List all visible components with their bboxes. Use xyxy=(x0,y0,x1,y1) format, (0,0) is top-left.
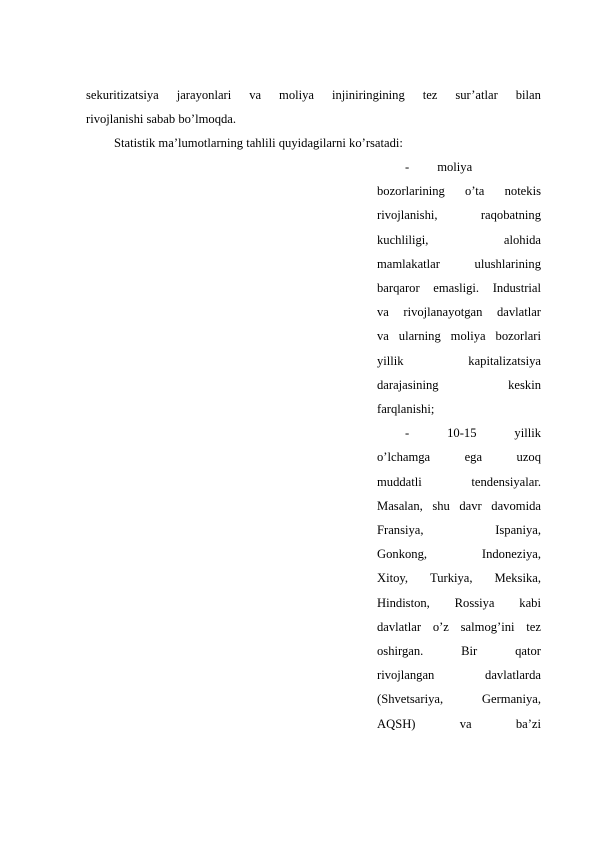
column-line xyxy=(377,716,541,732)
word: Ispaniya, xyxy=(495,523,541,537)
intro-line-2: rivojlanishi sabab bo’lmoqda. xyxy=(86,112,237,126)
word: Gonkong, xyxy=(377,547,428,562)
word: va xyxy=(377,329,389,344)
word: sur’atlar xyxy=(455,88,498,102)
column-line xyxy=(405,159,472,175)
word: Bir xyxy=(461,644,478,658)
word: 10-15 xyxy=(447,426,477,441)
word: oshirgan. xyxy=(377,644,424,658)
word: Industrial xyxy=(492,281,541,295)
word: o’lchamga xyxy=(377,450,431,465)
word: ba’zi xyxy=(515,716,541,731)
word: kabi xyxy=(519,595,541,610)
word: Xitoy, xyxy=(377,571,409,586)
word: keskin xyxy=(508,377,541,392)
word: tez xyxy=(526,619,541,634)
word: va xyxy=(377,305,389,320)
word: va xyxy=(459,716,472,731)
word: Meksika, xyxy=(494,571,541,586)
word: moliya xyxy=(437,160,473,174)
column-line xyxy=(377,474,541,490)
column-line xyxy=(377,328,541,344)
word: davlatlarda xyxy=(485,668,541,683)
word: notekis xyxy=(504,184,541,199)
word: bozorlari xyxy=(495,329,541,344)
word: ularning xyxy=(398,329,441,344)
column-line xyxy=(377,280,541,296)
column-line xyxy=(377,401,541,417)
column-line xyxy=(377,498,541,514)
word: Fransiya, xyxy=(377,523,424,537)
column-line xyxy=(377,595,541,611)
word: barqaror xyxy=(377,281,420,295)
word: muddatli xyxy=(377,474,422,489)
column-line xyxy=(377,256,541,272)
word: yillik xyxy=(377,353,404,368)
word: davomida xyxy=(491,498,541,513)
intro-line-1 xyxy=(86,87,541,103)
column-line xyxy=(405,425,541,441)
column-line xyxy=(377,232,541,248)
word: raqobatning xyxy=(480,208,541,223)
word: bozorlarining xyxy=(377,184,445,199)
word: moliya xyxy=(279,88,315,102)
column-line xyxy=(377,207,541,223)
word: Indoneziya, xyxy=(481,547,541,562)
column-line xyxy=(377,377,541,393)
column-line xyxy=(377,522,541,538)
word: Germaniya, xyxy=(481,692,541,707)
word: rivojlanishi, xyxy=(377,208,438,223)
word: - xyxy=(405,426,410,441)
word: mamlakatlar xyxy=(377,256,440,271)
word: Rossiya xyxy=(454,595,495,610)
word: salmog’ini xyxy=(460,619,515,634)
word: darajasining xyxy=(377,377,439,392)
word: jarayonlari xyxy=(176,88,232,102)
intro-line-3: Statistik ma’lumotlarning tahlili quyidagilarni ko’rsatadi: xyxy=(114,136,403,150)
word: yillik xyxy=(514,426,541,441)
word: (Shvetsariya, xyxy=(377,692,444,707)
word: moliya xyxy=(450,329,486,344)
word: uzoq xyxy=(516,450,541,465)
word: tez xyxy=(422,88,438,102)
word: kapitalizatsiya xyxy=(468,353,541,368)
word: o’z xyxy=(432,619,449,634)
word: Turkiya, xyxy=(429,571,473,586)
column-line xyxy=(377,643,541,659)
word: rivojlanayotgan xyxy=(403,305,483,320)
word: davlatlar xyxy=(377,619,422,634)
column-line xyxy=(377,304,541,320)
column-line xyxy=(377,691,541,707)
column-line xyxy=(377,667,541,683)
word: farqlanishi; xyxy=(377,402,435,416)
word: - xyxy=(405,160,410,174)
word: Hindiston, xyxy=(377,595,430,610)
word: o’ta xyxy=(465,184,485,199)
column-line xyxy=(377,619,541,635)
word: davr xyxy=(459,498,482,513)
column-line xyxy=(377,449,541,465)
word: sekuritizatsiya xyxy=(86,88,159,102)
column-line xyxy=(377,183,541,199)
word: tendensiyalar. xyxy=(471,474,541,489)
word: davlatlar xyxy=(496,305,541,320)
word: ulushlarining xyxy=(474,256,541,271)
word: AQSH) xyxy=(377,716,416,731)
word: alohida xyxy=(503,232,541,247)
word: qator xyxy=(515,644,541,658)
word: injiniringining xyxy=(331,88,405,102)
column-line xyxy=(377,570,541,586)
word: rivojlangan xyxy=(377,668,435,683)
column-line xyxy=(377,546,541,562)
word: bilan xyxy=(515,88,541,102)
word: ega xyxy=(464,450,483,465)
column-line xyxy=(377,353,541,369)
word: shu xyxy=(432,498,450,513)
word: kuchliligi, xyxy=(377,232,429,247)
word: emasligi. xyxy=(433,281,480,295)
word: Masalan, xyxy=(377,498,423,513)
word: va xyxy=(249,88,262,102)
